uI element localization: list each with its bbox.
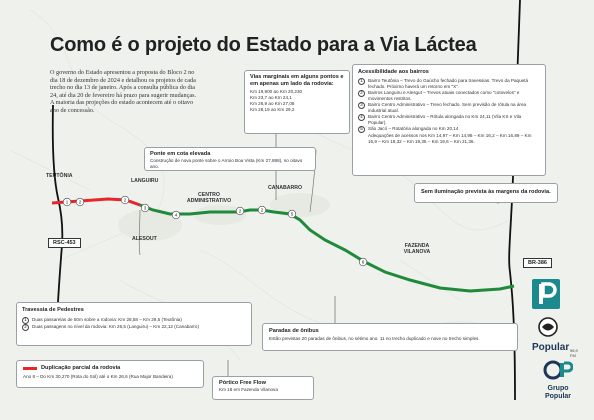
travessia-item-text: Duas passagens no nível da rodovia: Km 26,5 (Languiru) – Km 22,12 (Canabarro) — [32, 324, 200, 330]
acessibilidade-box — [352, 64, 546, 176]
acessibilidade-footer: Adequações de acessos nos Km 14,97 – Km 14,98 – Km 16,2 – Km 16,89 – Km 16,9 – Km 19,32 – Km 19,35 – Km 19,6 – Km 21,36. — [368, 132, 532, 144]
marker-1-badge: 1 — [22, 317, 29, 324]
travessia-title: Travessia de Pedestres — [22, 307, 84, 313]
route-marker-4 — [172, 211, 180, 219]
paradas-text: Estão previstas 20 paradas de ônibus, no sétimo ano. 11 no trecho duplicado e nove no trecho simples. — [269, 335, 480, 341]
duplicacao-title: Duplicação parcial da rodovia — [41, 365, 121, 371]
vias-marginais-item: Km 23,7 ao Km 24,1 — [250, 95, 292, 101]
iluminacao-title: Sem iluminação prevista às margens da rodovia. — [421, 189, 551, 195]
route-marker-1 — [63, 198, 71, 206]
portico-title: Pórtico Free Flow — [219, 380, 266, 386]
route-marker-3-label: 3 — [143, 205, 147, 211]
travessia-item — [22, 317, 246, 324]
acessibilidade-item — [358, 78, 540, 90]
travessia-box — [16, 302, 252, 346]
place-label-fazenda: FAZENDA VILANOVA — [403, 243, 431, 255]
portico-box — [212, 376, 314, 400]
marker-3-badge: 3 — [358, 102, 365, 109]
ponte-title: Ponte em cota elevada — [150, 151, 211, 157]
paradas-title: Paradas de ônibus — [269, 328, 319, 334]
marker-5-badge: 5 — [358, 126, 365, 133]
route-marker-2b-label: 2 — [123, 197, 127, 203]
grupo-popular-icon — [543, 360, 573, 380]
place-label-canabarro: CANABARRO — [268, 185, 303, 191]
ponte-text: Construção de nova ponte sobre o Arroio Boa Vista (Km 27,888), no oitavo ano. — [150, 157, 303, 169]
popular-logo-text: Popular — [532, 342, 570, 353]
popular-logo — [532, 316, 580, 358]
road-tag-br-386: BR-386 — [523, 258, 552, 268]
place-label-teutonia: TEUTÔNIA — [46, 173, 73, 179]
acessibilidade-item-text: Bairro Centro Administrativo – Rótula alongada no Km 24,11 (Vila KS e Vila Popular). — [368, 113, 522, 125]
duplicacao-box — [16, 360, 204, 388]
place-label-languiru: LANGUIRU — [131, 178, 159, 184]
portico-text: Km 18 em Fazenda Vilanova — [219, 386, 278, 392]
road-tag-rsc-453: RSC-453 — [48, 238, 81, 248]
vias-marginais-item: Km 28,19 ao Km 29,2 — [250, 107, 295, 113]
acessibilidade-item — [358, 114, 540, 126]
duplication-legend-swatch — [23, 367, 37, 370]
acessibilidade-item — [358, 102, 540, 114]
route-marker-2c-label: 2 — [238, 208, 242, 214]
route-marker-2d-label: 2 — [260, 207, 264, 213]
route-marker-2-label: 2 — [78, 199, 82, 205]
place-label-centro: CENTRO ADMINISTRATIVO — [186, 192, 232, 204]
route-marker-2d — [258, 206, 266, 214]
route-marker-6 — [359, 258, 367, 266]
acessibilidade-item-text: Bairro Teutônia – Trevo do Gaúcho fechado para travessias. Trevo da Paquetá fechado. Próximo haverá um retorno em "X". — [368, 77, 529, 89]
intro-paragraph: O governo do Estado apresentou a proposta do Bloco 2 no dia 18 de dezembro de 2024 e detalhou os projetos de cada trecho no dia 13 de janeiro. Após a consulta pública do dia 24, até dia 20 de fevereiro há prazo para sugerir mudanças. A maioria das projeções do estado acontecem até o oitavo ano de concessão. — [50, 69, 197, 114]
grupo-popular-logo — [534, 360, 582, 400]
paradas-box — [262, 323, 518, 351]
duplicacao-text: Ano 8 – Do Km 30,270 (Rota do Sol) até o Km 26,6 (Rua Major Bandeira) — [23, 373, 173, 379]
route-marker-2b — [121, 196, 129, 204]
route-marker-4-label: 4 — [174, 212, 178, 218]
marker-2-badge: 2 — [22, 324, 29, 331]
rsc-453-road — [53, 105, 63, 320]
marker-1-badge: 1 — [358, 78, 365, 85]
place-label-alesout: ALESOUT — [132, 236, 157, 242]
vias-marginais-item: Km 26,9 ao Km 27,08 — [250, 101, 295, 107]
acessibilidade-item — [358, 90, 540, 102]
marker-4-badge: 4 — [358, 114, 365, 121]
popular-mascot-icon — [532, 316, 580, 338]
vias-marginais-title: Vias marginais em alguns pontos e em apenas um lado da rodovia: — [250, 74, 344, 87]
route-marker-6-label: 6 — [361, 259, 365, 265]
route-marker-3 — [141, 204, 149, 212]
route-marker-1-label: 1 — [65, 199, 69, 205]
vias-marginais-box — [244, 70, 350, 134]
popular-logo-freq: 96,9 FM — [570, 348, 578, 358]
route-marker-2 — [76, 198, 84, 206]
ponte-box — [144, 147, 316, 171]
travessia-item — [22, 324, 246, 331]
route-marker-2c — [236, 207, 244, 215]
travessia-item-text: Duas passarelas de 50m sobre a rodovia: Km 28,58 – Km 29,5 (Teutônia) — [32, 317, 182, 323]
route-marker-5-label: 5 — [290, 211, 294, 217]
page-title: Como é o projeto do Estado para a Via Láctea — [50, 34, 477, 56]
acessibilidade-item — [358, 126, 540, 133]
acessibilidade-item-text: Bairros Languiru e Alesgut – Trevos atuais conectados como "cotovelos" e movimentos restritos. — [368, 89, 520, 101]
acessibilidade-item-text: São Jacó – Rotatória alongada no Km 20,14 — [368, 125, 459, 131]
marker-2-badge: 2 — [358, 90, 365, 97]
route-marker-5 — [288, 210, 296, 218]
vias-marginais-item: Km 19,900 ao Km 20,230 — [250, 89, 303, 95]
brand-logo-p-icon — [532, 279, 560, 309]
acessibilidade-item-text: Bairro Centro Administrativo – Trevo fechado. Sem previsão de rótula na área industrial atual. — [368, 101, 527, 113]
iluminacao-box — [414, 183, 558, 203]
acessibilidade-title: Acessibilidade aos bairros — [358, 69, 429, 75]
grupo-popular-text: Grupo Popular — [544, 385, 572, 400]
